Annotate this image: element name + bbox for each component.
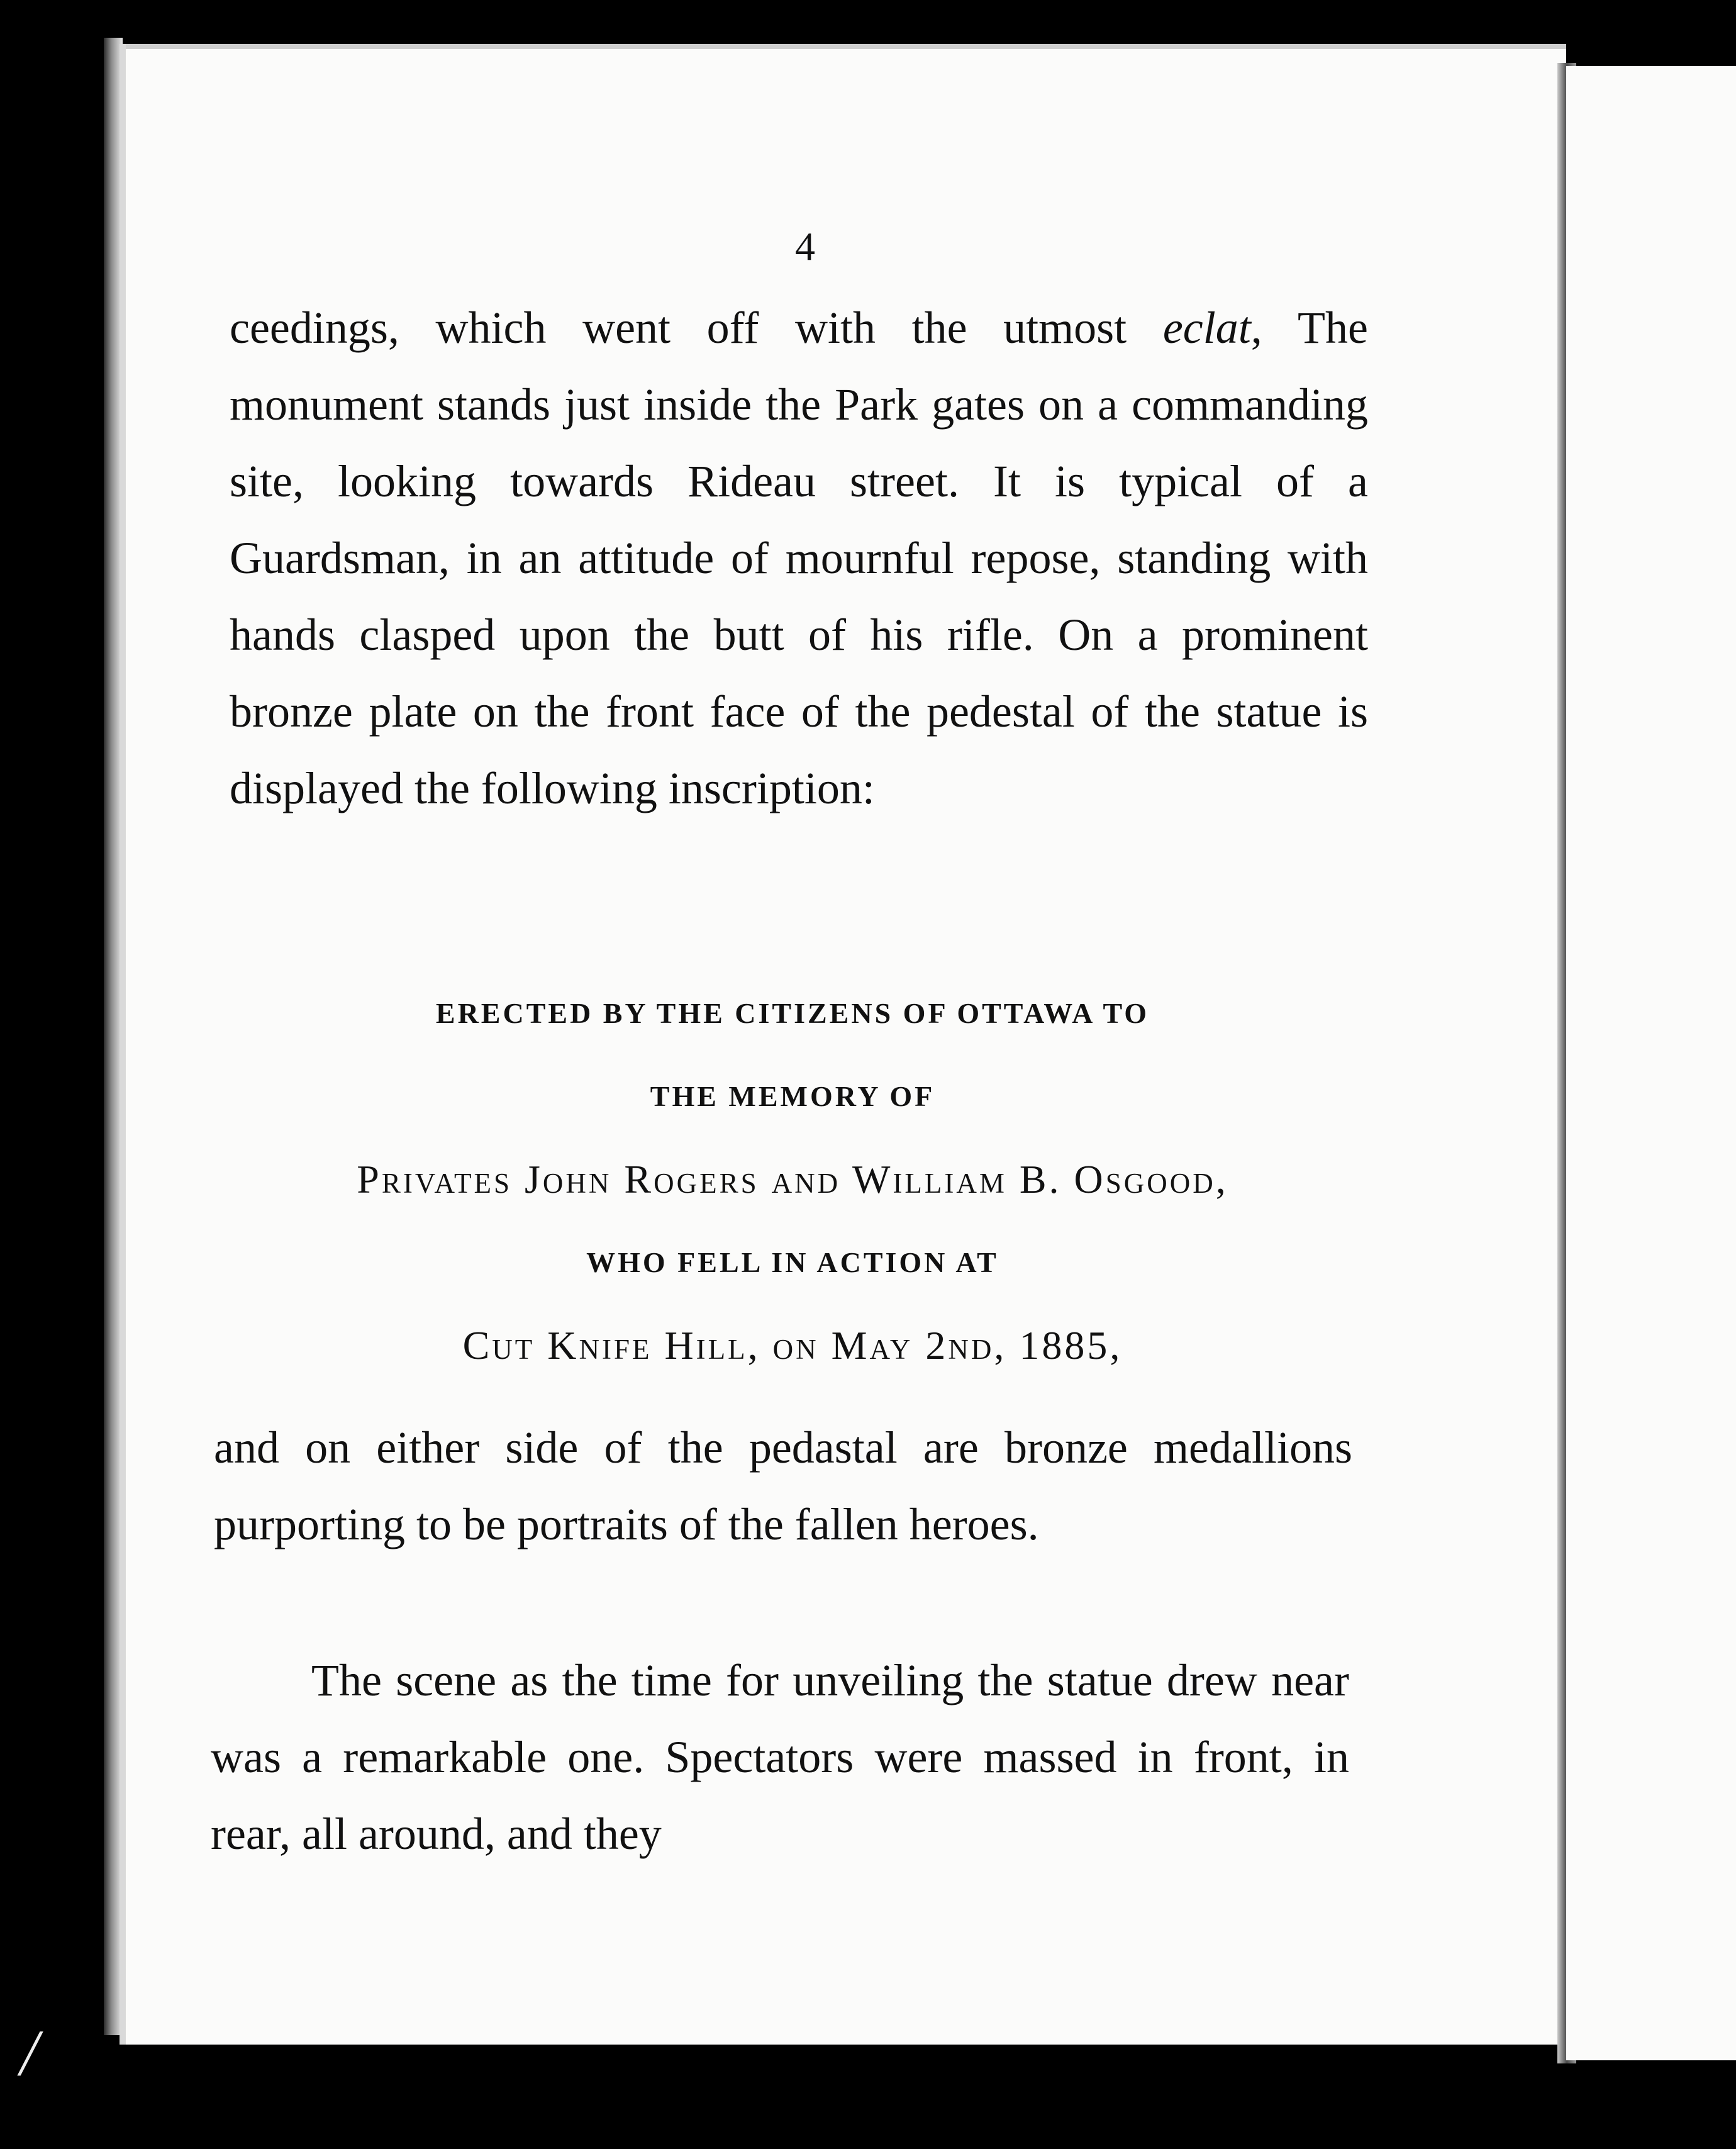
- paragraph-1: ceedings, which went off with the utmost eclat, The monument stands just inside the Park gates on a commanding site, looking towards Rideau street. It is typical of a Guardsman, in an attitude of mournful repose, standing with hands clasped upon the butt of his rifle. On a prominent bronze plate on the front face of the pedestal of the statue is displayed the following inscription:: [230, 303, 1368, 813]
- paragraph-3: The scene as the time for unveiling the statue drew near was a remarkable one. Spectators were massed in front, in rear, all around, and they: [211, 1655, 1349, 1859]
- inscription-line-3: Privates John Rogers and William B. Osgood,: [357, 1157, 1228, 1202]
- inscription-block: [214, 972, 1371, 1387]
- scan-speck: ╱: [19, 2033, 42, 2075]
- inscription-line-2: THE MEMORY OF: [650, 1080, 935, 1112]
- adjacent-page: [1566, 66, 1736, 2060]
- italic-word: eclat: [1162, 303, 1251, 353]
- inscription-line-4: WHO FELL IN ACTION AT: [586, 1246, 999, 1278]
- paragraph-2: and on either side of the pedastal are bronze medallions purporting to be portraits of the fallen heroes.: [214, 1422, 1352, 1549]
- page-number: 4: [795, 224, 815, 269]
- inscription-line-1: ERECTED BY THE CITIZENS OF OTTAWA TO: [435, 997, 1150, 1029]
- inscription-line-5: Cut Knife Hill, on May 2nd, 1885,: [462, 1323, 1123, 1368]
